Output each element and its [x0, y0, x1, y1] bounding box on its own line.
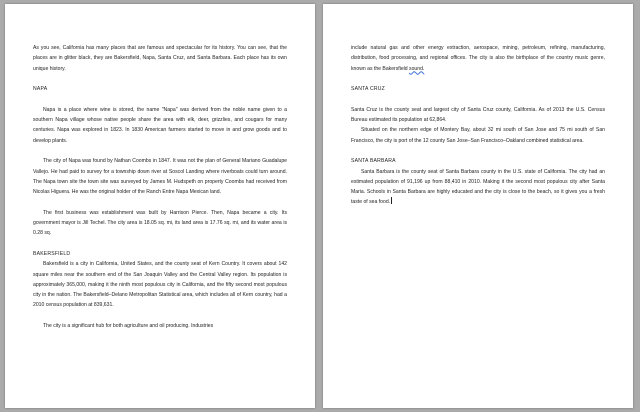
santa-cruz-heading: SANTA CRUZ [351, 86, 385, 93]
document-page-left[interactable] [5, 4, 315, 408]
napa-heading: NAPA [33, 86, 48, 93]
santa-barbara-text: Santa Barbara is the county seat of Santa Barbara county in the U.S. state of California. The city had an estimated population of 91,196 up from 88,410 in 2010. Making it the second most populous city after Santa Maria. Schools in Santa Barbara are highly educated and the city is close to the beach, so it gives you a fresh taste of sea food. [351, 168, 605, 206]
santa-barbara-paragraph [351, 167, 605, 208]
bakersfield-paragraph-2: The city is a significant hub for both agriculture and oil producing. Industries [43, 323, 214, 330]
santa-barbara-heading: SANTA BARBARA [351, 158, 396, 165]
napa-paragraph-2: The city of Napa was found by Nathan Coombs in 1847. It was not the plan of General Mariano Guadalupe Vallejo. He had paid to survey for a township down river at Soscol Landing where riverboats could turn around. The Napa town site the town site was surveyed by James M. Hudspeth on property Coombs had received from Nicolas Higuera. He was the original holder of the Ranch Entre Napa Mexican land. [33, 158, 287, 196]
bakersfield-paragraph-1: Bakersfield is a city in California, United States, and the county seat of Kern Country. It covers about 142 square miles near the southern end of the San Joaquin Valley and the Central Valley region. Its population is approximately 365,000, making it the ninth most populous city in California, and the fifty second most populous city in the nation. The Bakersfield–Delano Metropolitan Statistical area, which includes all of Kern country, had a 2010 census population at 839,631. [33, 261, 287, 309]
santa-cruz-paragraph-1: Santa Cruz is the county seat and largest city of Santa Cruz county, California. As of 2013 the U.S. Census Bureau estimated its population at 62,864. [351, 106, 605, 124]
page-text-area[interactable] [351, 43, 605, 218]
spellcheck-flagged-word[interactable]: sound. [409, 65, 425, 72]
bakersfield-heading: BAKERSFIELD [33, 250, 71, 257]
text-cursor [391, 197, 392, 204]
napa-paragraph-3: The first business was establishment was built by Harrison Pierce. Then, Napa became a city. Its government mayor is Jill Techel. The city area is 18.05 sq. mi, its land area is 17.76 sq. mi, and its water area is 0.28 sq. [33, 209, 287, 237]
continuation-text: include natural gas and other energy extraction, aerospace, mining, petroleum, refining, manufacturing, distribution, food processing, and regional offices. The city is also the birthplace of the country music genre, known as the Bakersfield [351, 45, 605, 72]
intro-paragraph: As you see, California has many places that are famous and spectacular for its history. You can see, that the places are in glitter black, they are Bakersfield, Napa, Santa Cruz, and Santa Barbara. Each place has its own unique history. [33, 45, 287, 72]
page-text-area[interactable] [33, 43, 287, 331]
santa-cruz-paragraph-2: Situated on the northern edge of Montery Bay, about 32 mi south of San Jose and 75 mi south of San Francisco, the city is port of the 12 county San Jose–San Francisco–Oakland combined statistical area. [351, 127, 605, 144]
napa-paragraph-1: Napa is a place where wine is stored, the name "Napa" was derived from the noble name given to a southern Napa village whose native people share the area with elk, deer, grizzlies, and cougars for many centuries. Napa was explored in 1823. In 1830 American farmers started to move in and grow goods and to develop plants. [33, 106, 287, 144]
document-page-right[interactable] [323, 4, 633, 408]
bakersfield-continuation [351, 43, 605, 74]
